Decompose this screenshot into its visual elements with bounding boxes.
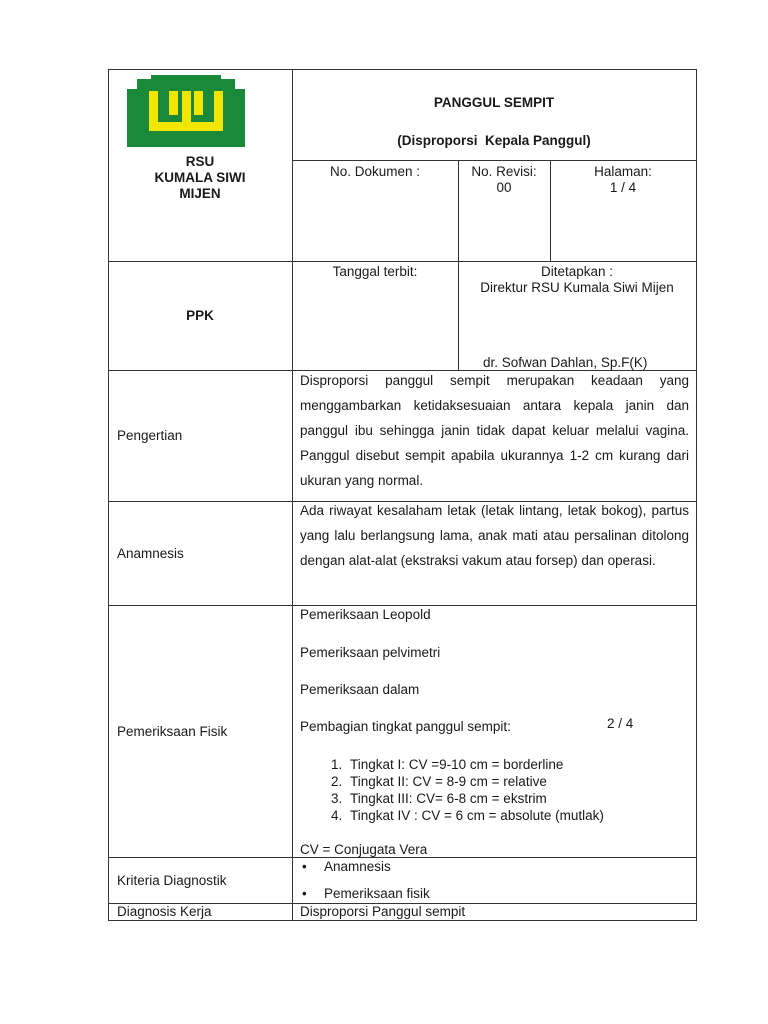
section-label-diagnosis-kerja: Diagnosis Kerja — [117, 904, 212, 919]
section-label-pengertian: Pengertian — [117, 428, 183, 443]
established-label: Ditetapkan : — [540, 264, 614, 279]
pelvis-level-list — [300, 756, 736, 824]
issue-date-label: Tanggal terbit: — [332, 264, 418, 279]
section-label-anamnesis: Anamnesis — [117, 546, 184, 561]
exam-item: Pemeriksaan pelvimetri — [300, 645, 441, 660]
exam-item: Pembagian tingkat panggul sempit: — [300, 719, 511, 734]
list-item: 2. Tingkat II: CV = 8-9 cm = relative — [346, 773, 736, 790]
table-line — [108, 605, 697, 606]
list-item — [302, 880, 714, 907]
table-border-left — [108, 69, 109, 921]
table-line — [292, 160, 697, 161]
table-border-top — [108, 69, 697, 70]
document-title: PANGGUL SEMPIT — [433, 95, 555, 110]
page-label: Halaman: — [594, 164, 652, 179]
doc-number-label: No. Dokumen : — [329, 164, 421, 179]
bullet-icon: • — [302, 859, 307, 874]
established-by: Direktur RSU Kumala Siwi Mijen — [480, 280, 674, 295]
criteria-item: Pemeriksaan fisik — [324, 886, 430, 901]
list-item: 4. Tingkat IV : CV = 6 cm = absolute (mutlak) — [346, 807, 736, 824]
criteria-item: Anamnesis — [324, 859, 391, 874]
cv-note: CV = Conjugata Vera — [300, 842, 428, 857]
pengertian-text: Disproporsi panggul sempit merupakan keadaan yang menggambarkan ketidaksesuaian antara kepala janin dan panggul ibu sehingga janin tidak dapat keluar melalui vagina. Panggul disebut sempit apabila ukurannya 1-2 cm kurang dari ukuran yang normal. — [300, 373, 689, 488]
section-label-pemeriksaan-fisik: Pemeriksaan Fisik — [117, 724, 228, 739]
exam-item: Pemeriksaan dalam — [300, 682, 420, 697]
signatory-name: dr. Sofwan Dahlan, Sp.F(K) — [483, 355, 648, 370]
hospital-name-line: MIJEN — [179, 186, 221, 201]
criteria-list — [300, 853, 714, 907]
table-border-bottom — [108, 920, 697, 921]
section-label-kriteria-diagnostik: Kriteria Diagnostik — [117, 873, 227, 888]
revision-label: No. Revisi: — [471, 164, 537, 179]
list-item: 3. Tingkat III: CV= 6-8 cm = ekstrim — [346, 790, 736, 807]
diagnosis-text: Disproporsi Panggul sempit — [300, 904, 466, 919]
revision-value: 00 — [496, 180, 512, 195]
page-value: 1 / 4 — [609, 180, 637, 195]
exam-item: Pemeriksaan Leopold — [300, 607, 431, 622]
page-marker: 2 / 4 — [607, 716, 634, 731]
hospital-name — [120, 154, 280, 202]
bullet-icon: • — [302, 886, 307, 901]
ppk-label: PPK — [186, 308, 214, 323]
table-line — [108, 261, 697, 262]
hospital-logo — [127, 75, 245, 147]
hospital-name-line: KUMALA SIWI — [154, 170, 246, 185]
table-line — [292, 69, 293, 921]
document-subtitle: (Disproporsi Kepala Panggul) — [397, 133, 591, 148]
hospital-emblem-icon — [127, 75, 245, 147]
list-item — [302, 853, 714, 880]
hospital-name-line: RSU — [185, 154, 215, 169]
list-item: 1. Tingkat I: CV =9-10 cm = borderline — [346, 756, 736, 773]
anamnesis-text: Ada riwayat kesalaham letak (letak lintang, letak bokog), partus yang lalu berlangsung lama, anak mati atau persalinan ditolong dengan alat-alat (ekstraksi vakum atau forsep) dan operasi. — [300, 503, 689, 568]
